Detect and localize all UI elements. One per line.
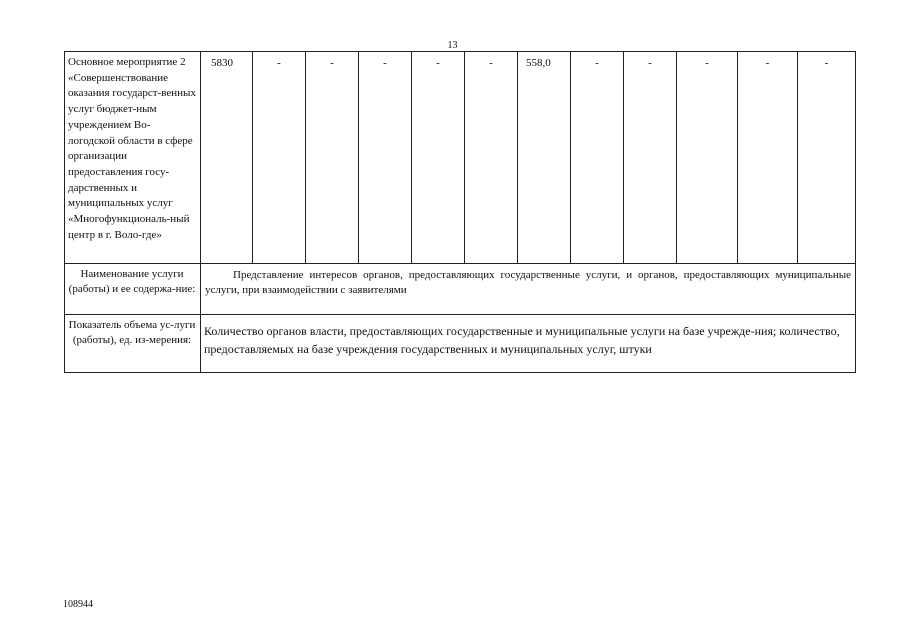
row-label-volume-indicator: Показатель объема ус-луги (работы), ед. из-мерения: bbox=[65, 315, 201, 373]
table-cell: 5830 bbox=[201, 52, 253, 264]
table-cell: - bbox=[359, 52, 412, 264]
table-row-service-name bbox=[65, 264, 856, 315]
table-cell: - bbox=[624, 52, 677, 264]
service-name-value: Представление интересов органов, предоставляющих государственные услуги, и органов, предоставляющих муниципальные услуги, при взаимодействии с заявителями bbox=[205, 269, 851, 296]
table-cell: - bbox=[677, 52, 738, 264]
table-cell: - bbox=[306, 52, 359, 264]
volume-indicator-text: Количество органов власти, предоставляющих государственные и муниципальные услуги на базе учрежде-ния; количество, предоставляемых на базе учреждения государственных и муниципальных услуг, штуки bbox=[201, 315, 856, 373]
budget-table bbox=[64, 51, 856, 373]
table-cell: - bbox=[798, 52, 856, 264]
table-cell: 558,0 bbox=[518, 52, 571, 264]
table-cell: - bbox=[465, 52, 518, 264]
table-row-main-event bbox=[65, 52, 856, 264]
row-label-service-name: Наименование услуги (работы) и ее содержа-ние: bbox=[65, 264, 201, 315]
table-cell: - bbox=[253, 52, 306, 264]
footer-code: 108944 bbox=[63, 599, 93, 610]
row-label-main-event: Основное мероприятие 2 «Совершенствование оказания государст-венных услуг бюджет-ным учреждением Во-логодской области в сфере организации предоставления госу-дарственных и муниципальных услуг «Многофункциональ-ный центр в г. Воло-где» bbox=[65, 52, 201, 264]
table-cell: - bbox=[571, 52, 624, 264]
table-row-volume-indicator bbox=[65, 315, 856, 373]
table-cell: - bbox=[738, 52, 798, 264]
table-cell: - bbox=[412, 52, 465, 264]
service-name-text bbox=[201, 264, 856, 315]
page-number: 13 bbox=[447, 40, 458, 51]
